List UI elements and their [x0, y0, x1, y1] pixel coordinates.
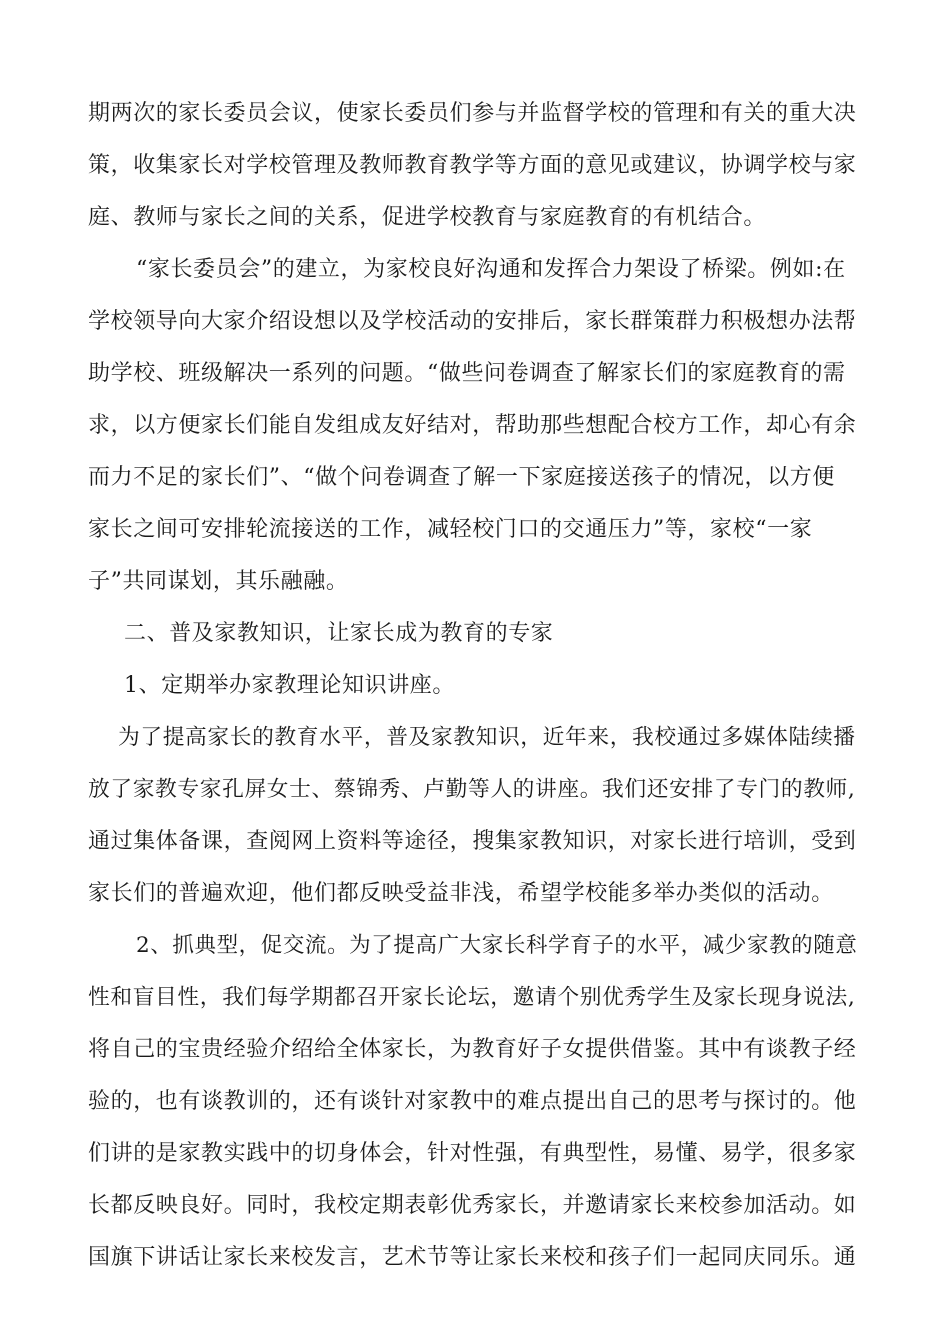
text-line: 家长们的普遍欢迎，他们都反映受益非浅，希望学校能多举办类似的活动。 — [88, 881, 834, 906]
text-line: 求，以方便家长们能自发组成友好结对，帮助那些想配合校方工作，却心有余 — [88, 413, 857, 438]
text-line: 通过集体备课，查阅网上资料等途径，搜集家教知识，对家长进行培训，受到 — [88, 829, 857, 854]
text-line: 将自己的宝贵经验介绍给全体家长，为教育好子女提供借鉴。其中有谈教子经 — [88, 1037, 857, 1062]
text-line: 放了家教专家孔屏女士、蔡锦秀、卢勤等人的讲座。我们还安排了专门的教师, — [88, 777, 856, 802]
text-line: 庭、教师与家长之间的关系，促进学校教育与家庭教育的有机结合。 — [88, 205, 767, 230]
text-line: 策，收集家长对学校管理及教师教育教学等方面的意见或建议，协调学校与家 — [88, 153, 857, 178]
text-line: 子”共同谋划，其乐融融。 — [88, 569, 349, 594]
text-line: 长都反映良好。同时，我校定期表彰优秀家长，并邀请家长来校参加活动。如 — [88, 1193, 857, 1218]
text-line: 学校领导向大家介绍设想以及学校活动的安排后，家长群策群力积极想办法帮 — [88, 309, 857, 334]
subsection-heading: 1、定期举办家教理论知识讲座。 — [124, 673, 455, 698]
text-line: 验的，也有谈教训的，还有谈针对家教中的难点提出自己的思考与探讨的。他 — [88, 1089, 857, 1114]
text-line: 助学校、班级解决一系列的问题。“做些问卷调查了解家长们的家庭教育的需 — [88, 361, 846, 386]
text-line: 性和盲目性，我们每学期都召开家长论坛，邀请个别优秀学生及家长现身说法, — [88, 985, 856, 1010]
text-line: 期两次的家长委员会议，使家长委员们参与并监督学校的管理和有关的重大决 — [88, 101, 857, 126]
paragraph-start-line: 为了提高家长的教育水平，普及家教知识，近年来，我校通过多媒体陆续播 — [118, 725, 856, 750]
text-line: 而力不足的家长们”、“做个问卷调查了解一下家庭接送孩子的情况，以方便 — [88, 465, 835, 490]
text-line: 们讲的是家教实践中的切身体会，针对性强，有典型性，易懂、易学，很多家 — [88, 1141, 857, 1166]
text-line: 国旗下讲话让家长来校发言，艺术节等让家长来校和孩子们一起同庆同乐。通 — [88, 1245, 857, 1270]
paragraph-start-line: 2、抓典型，促交流。为了提高广大家长科学育子的水平，减少家教的随意 — [136, 933, 858, 958]
paragraph-start-line: “家长委员会”的建立，为家校良好沟通和发挥合力架设了桥梁。例如:在 — [136, 257, 846, 282]
text-line: 家长之间可安排轮流接送的工作，减轻校门口的交通压力”等，家校“一家 — [88, 517, 813, 542]
section-heading: 二、普及家教知识，让家长成为教育的专家 — [124, 621, 554, 646]
